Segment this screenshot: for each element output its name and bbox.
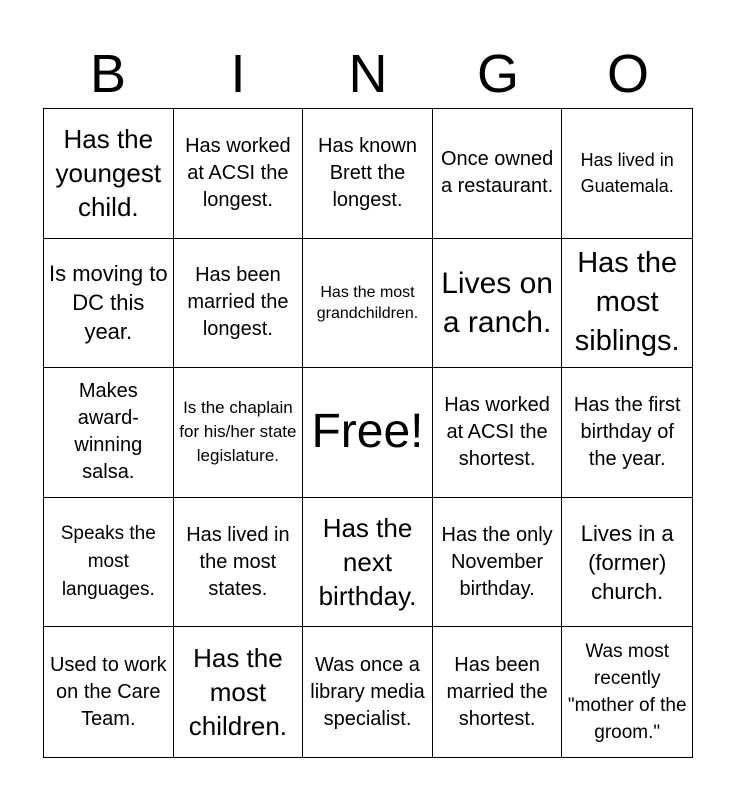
bingo-cell[interactable]: [562, 368, 692, 498]
header-letter-g: G: [476, 44, 519, 104]
bingo-cell[interactable]: [174, 239, 304, 369]
cell-text: Has lived in the most states.: [186, 523, 290, 600]
cell-text: Is the chaplain for his/her state legislature.: [179, 398, 297, 466]
cell-text: Has the most children.: [188, 643, 288, 742]
bingo-cell[interactable]: [174, 498, 304, 628]
bingo-cell[interactable]: [174, 627, 304, 757]
bingo-cell[interactable]: [44, 239, 174, 369]
bingo-cell[interactable]: [303, 109, 433, 239]
cell-text: Has the only November birthday.: [441, 523, 553, 600]
bingo-cell[interactable]: [433, 109, 563, 239]
bingo-cell[interactable]: [433, 239, 563, 369]
cell-text: Has been married the shortest.: [446, 653, 548, 730]
cell-text: Used to work on the Care Team.: [49, 653, 167, 730]
cell-text: Has worked at ACSI the shortest.: [444, 393, 550, 470]
header-letter-i: I: [230, 44, 246, 104]
cell-text: Speaks the most languages.: [60, 523, 156, 601]
cell-text: Has worked at ACSI the longest.: [185, 134, 291, 211]
bingo-cell[interactable]: [44, 627, 174, 757]
cell-text: Has the next birthday.: [318, 513, 417, 612]
bingo-cell[interactable]: [174, 368, 304, 498]
cell-text: Was once a library media specialist.: [310, 653, 425, 730]
cell-text: Has the most grandchildren.: [316, 283, 419, 322]
bingo-cell[interactable]: [433, 627, 563, 757]
bingo-cell[interactable]: [562, 239, 692, 369]
header-letter-b: B: [89, 44, 127, 104]
cell-text: Has the most siblings.: [574, 247, 680, 358]
cell-text: Has the youngest child.: [55, 124, 162, 223]
bingo-cell[interactable]: [44, 498, 174, 628]
bingo-cell[interactable]: [44, 368, 174, 498]
cell-text: Once owned a restaurant.: [440, 148, 554, 198]
cell-text: Makes award-winning salsa.: [74, 380, 143, 484]
bingo-cell[interactable]: [303, 239, 433, 369]
cell-text: Was most recently "mother of the groom.": [567, 641, 687, 744]
cell-text: Has been married the longest.: [187, 264, 289, 341]
cell-text: Has the first birthday of the year.: [573, 393, 681, 470]
bingo-cell[interactable]: [44, 109, 174, 239]
cell-text: Has known Brett the longest.: [318, 134, 417, 211]
cell-text: Lives on a ranch.: [441, 266, 553, 339]
bingo-cell[interactable]: [174, 109, 304, 239]
bingo-cell[interactable]: [562, 109, 692, 239]
free-space-text: Free!: [311, 405, 424, 459]
bingo-cell[interactable]: [562, 498, 692, 628]
cell-text: Lives in a (former) church.: [580, 520, 674, 604]
free-space-cell[interactable]: [303, 368, 433, 498]
header-letter-n: N: [348, 44, 388, 104]
bingo-cell[interactable]: [562, 627, 692, 757]
cell-text: Has lived in Guatemala.: [580, 150, 674, 197]
bingo-card-grid: [43, 108, 693, 758]
header-letter-o: O: [606, 44, 649, 104]
cell-text: Is moving to DC this year.: [49, 261, 168, 345]
bingo-cell[interactable]: [433, 368, 563, 498]
bingo-cell[interactable]: [433, 498, 563, 628]
bingo-header: [43, 40, 693, 108]
bingo-cell[interactable]: [303, 627, 433, 757]
bingo-cell[interactable]: [303, 498, 433, 628]
